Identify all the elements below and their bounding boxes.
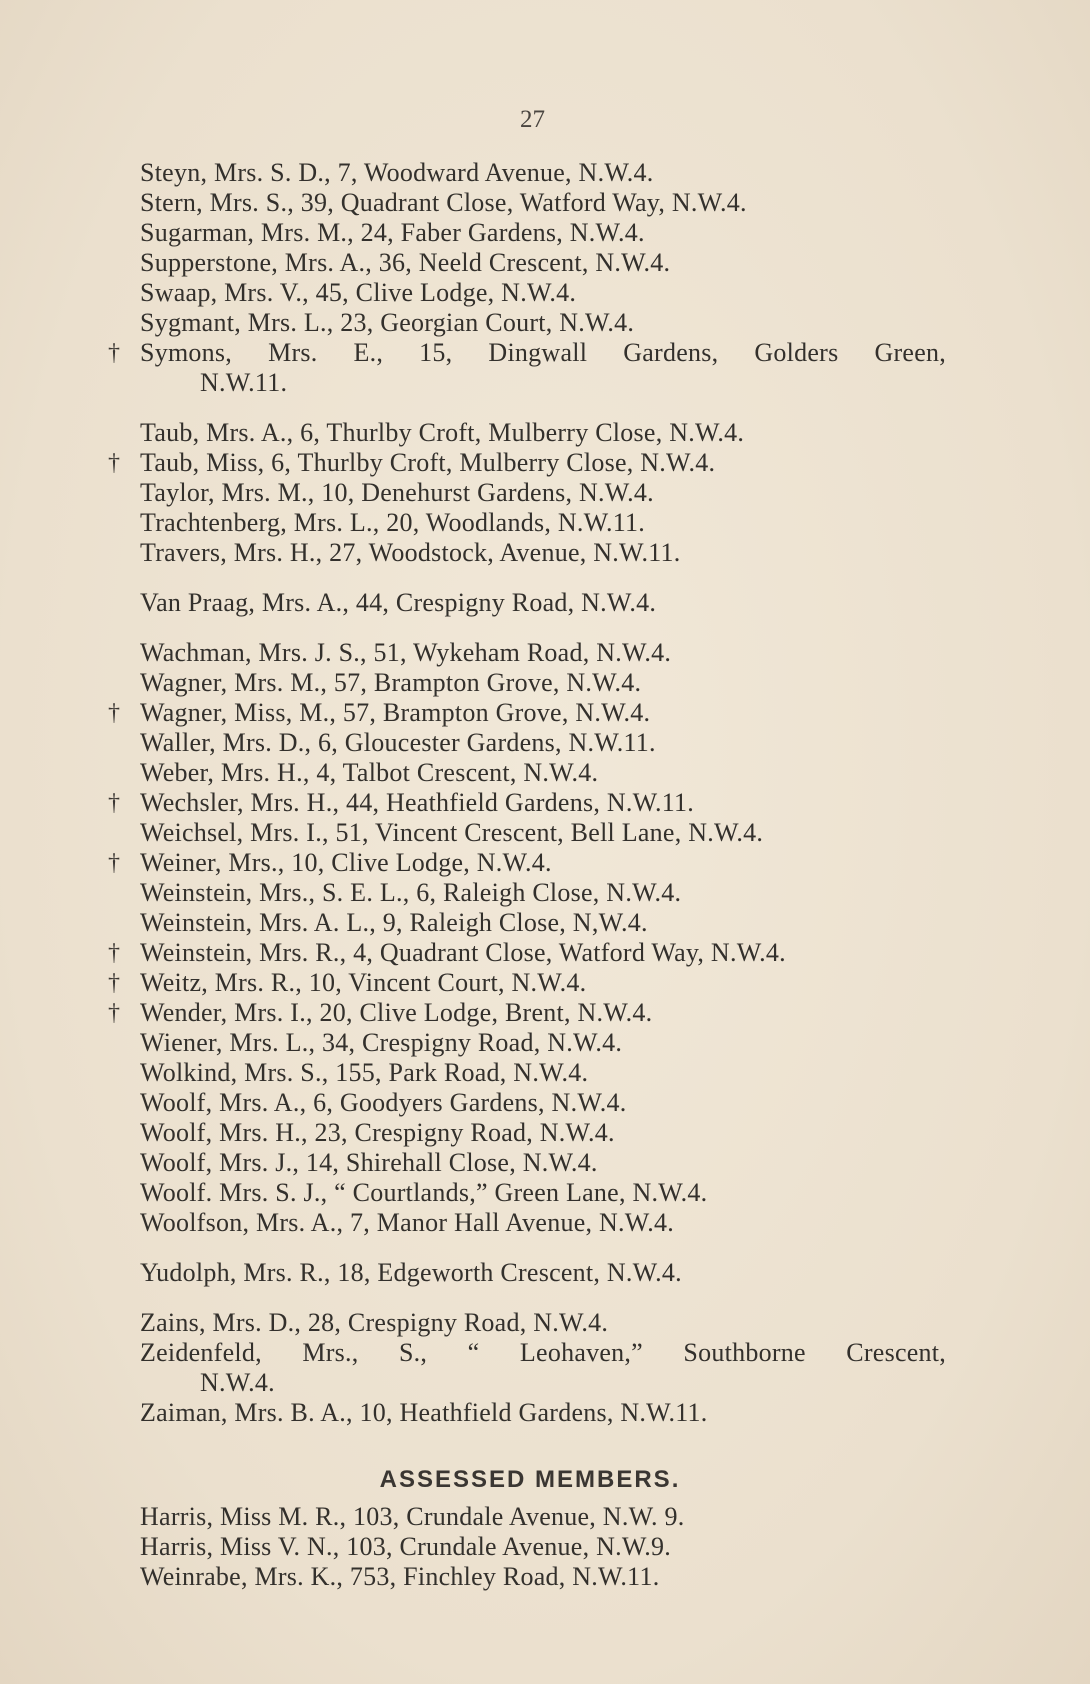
page-number: 27 (520, 106, 545, 133)
member-entry (100, 998, 960, 1028)
member-entry (100, 478, 960, 508)
member-entry (100, 1118, 960, 1148)
member-text: Wolkind, Mrs. S., 155, Park Road, N.W.4. (140, 1058, 589, 1087)
member-text: Zaiman, Mrs. B. A., 10, Heathfield Gardens, N.W.11. (140, 1398, 708, 1427)
member-text: Zeidenfeld, Mrs., S., “ Leohaven,” Southborne Crescent, (140, 1338, 946, 1367)
member-text: Yudolph, Mrs. R., 18, Edgeworth Crescent, N.W.4. (140, 1258, 682, 1287)
member-text: Taub, Mrs. A., 6, Thurlby Croft, Mulberry Close, N.W.4. (140, 418, 745, 447)
member-text: Weinstein, Mrs. R., 4, Quadrant Close, Watford Way, N.W.4. (140, 938, 786, 967)
section-gap (100, 398, 960, 418)
member-entry (100, 1208, 960, 1238)
member-entry (100, 1398, 960, 1428)
member-entry (100, 248, 960, 278)
member-text: Weichsel, Mrs. I., 51, Vincent Crescent, Bell Lane, N.W.4. (140, 818, 764, 847)
member-text: Wagner, Mrs. M., 57, Brampton Grove, N.W.4. (140, 668, 642, 697)
dagger-mark: † (108, 700, 121, 726)
dagger-mark: † (108, 790, 121, 816)
member-entry (100, 1028, 960, 1058)
member-entry (100, 218, 960, 248)
member-text: Woolf, Mrs. H., 23, Crespigny Road, N.W.4. (140, 1118, 615, 1147)
dagger-mark: † (108, 970, 121, 996)
member-text: Weinstein, Mrs., S. E. L., 6, Raleigh Close, N.W.4. (140, 878, 682, 907)
dagger-mark: † (108, 940, 121, 966)
member-entry (100, 158, 960, 188)
section-gap (100, 618, 960, 638)
member-entry (100, 278, 960, 308)
member-text: Woolf. Mrs. S. J., “ Courtlands,” Green Lane, N.W.4. (140, 1178, 708, 1207)
member-text: Van Praag, Mrs. A., 44, Crespigny Road, N.W.4. (140, 588, 657, 617)
member-entry (100, 308, 960, 338)
member-text: Taylor, Mrs. M., 10, Denehurst Gardens, N.W.4. (140, 478, 654, 507)
member-entry (100, 588, 960, 618)
member-text: Harris, Miss M. R., 103, Crundale Avenue, N.W. 9. (140, 1502, 685, 1531)
section-gap (100, 1288, 960, 1308)
member-entry (100, 968, 960, 998)
member-text: Woolfson, Mrs. A., 7, Manor Hall Avenue, N.W.4. (140, 1208, 674, 1237)
member-text: Weinrabe, Mrs. K., 753, Finchley Road, N.W.11. (140, 1562, 660, 1591)
member-text: Taub, Miss, 6, Thurlby Croft, Mulberry Close, N.W.4. (140, 448, 716, 477)
member-entry (100, 1502, 960, 1532)
member-text-continuation: N.W.11. (200, 368, 288, 397)
member-entry (100, 1088, 960, 1118)
member-entry (100, 728, 960, 758)
member-text: Steyn, Mrs. S. D., 7, Woodward Avenue, N.W.4. (140, 158, 654, 187)
member-entry (100, 758, 960, 788)
member-entry (100, 938, 960, 968)
assessed-members-heading: ASSESSED MEMBERS. (379, 1466, 681, 1493)
member-entry (100, 538, 960, 568)
member-text: Wechsler, Mrs. H., 44, Heathfield Gardens, N.W.11. (140, 788, 695, 817)
member-text: Weinstein, Mrs. A. L., 9, Raleigh Close, N,W.4. (140, 908, 648, 937)
member-entry (100, 508, 960, 538)
dagger-mark: † (108, 850, 121, 876)
member-text: Weber, Mrs. H., 4, Talbot Crescent, N.W.4. (140, 758, 599, 787)
member-entry (100, 1532, 960, 1562)
member-entry (100, 1178, 960, 1208)
member-text: Sygmant, Mrs. L., 23, Georgian Court, N.W.4. (140, 308, 635, 337)
member-text: Waller, Mrs. D., 6, Gloucester Gardens, N.W.11. (140, 728, 656, 757)
member-entry (100, 668, 960, 698)
member-text: Woolf, Mrs. A., 6, Goodyers Gardens, N.W.4. (140, 1088, 627, 1117)
member-list (100, 158, 960, 1592)
member-entry (100, 448, 960, 478)
member-entry (100, 1308, 960, 1338)
section-gap (100, 568, 960, 588)
member-entry (100, 338, 960, 398)
member-entry (100, 1338, 960, 1398)
member-entry (100, 188, 960, 218)
member-text: Stern, Mrs. S., 39, Quadrant Close, Watford Way, N.W.4. (140, 188, 747, 217)
member-text: Sugarman, Mrs. M., 24, Faber Gardens, N.W.4. (140, 218, 645, 247)
member-text: Zains, Mrs. D., 28, Crespigny Road, N.W.4. (140, 1308, 609, 1337)
member-entry (100, 818, 960, 848)
member-text: Wiener, Mrs. L., 34, Crespigny Road, N.W.4. (140, 1028, 623, 1057)
member-text: Woolf, Mrs. J., 14, Shirehall Close, N.W.4. (140, 1148, 598, 1177)
member-text: Symons, Mrs. E., 15, Dingwall Gardens, Golders Green, (140, 338, 946, 367)
section-gap (100, 1238, 960, 1258)
member-text: Weiner, Mrs., 10, Clive Lodge, N.W.4. (140, 848, 552, 877)
member-text: Travers, Mrs. H., 27, Woodstock, Avenue, N.W.11. (140, 538, 681, 567)
member-text: Swaap, Mrs. V., 45, Clive Lodge, N.W.4. (140, 278, 577, 307)
member-text: Trachtenberg, Mrs. L., 20, Woodlands, N.W.11. (140, 508, 646, 537)
member-entry (100, 1258, 960, 1288)
member-entry (100, 638, 960, 668)
member-entry (100, 908, 960, 938)
member-entry (100, 1562, 960, 1592)
member-entry (100, 698, 960, 728)
member-entry (100, 848, 960, 878)
member-text: Harris, Miss V. N., 103, Crundale Avenue, N.W.9. (140, 1532, 672, 1561)
member-entry (100, 1148, 960, 1178)
member-entry (100, 1058, 960, 1088)
dagger-mark: † (108, 340, 121, 366)
member-text: Supperstone, Mrs. A., 36, Neeld Crescent, N.W.4. (140, 248, 671, 277)
dagger-mark: † (108, 1000, 121, 1026)
member-entry (100, 788, 960, 818)
member-entry (100, 418, 960, 448)
member-text-continuation: N.W.4. (200, 1368, 275, 1397)
member-text: Wachman, Mrs. J. S., 51, Wykeham Road, N.W.4. (140, 638, 672, 667)
member-text: Wagner, Miss, M., 57, Brampton Grove, N.W.4. (140, 698, 651, 727)
dagger-mark: † (108, 450, 121, 476)
member-text: Wender, Mrs. I., 20, Clive Lodge, Brent, N.W.4. (140, 998, 653, 1027)
member-entry (100, 878, 960, 908)
member-text: Weitz, Mrs. R., 10, Vincent Court, N.W.4. (140, 968, 587, 997)
